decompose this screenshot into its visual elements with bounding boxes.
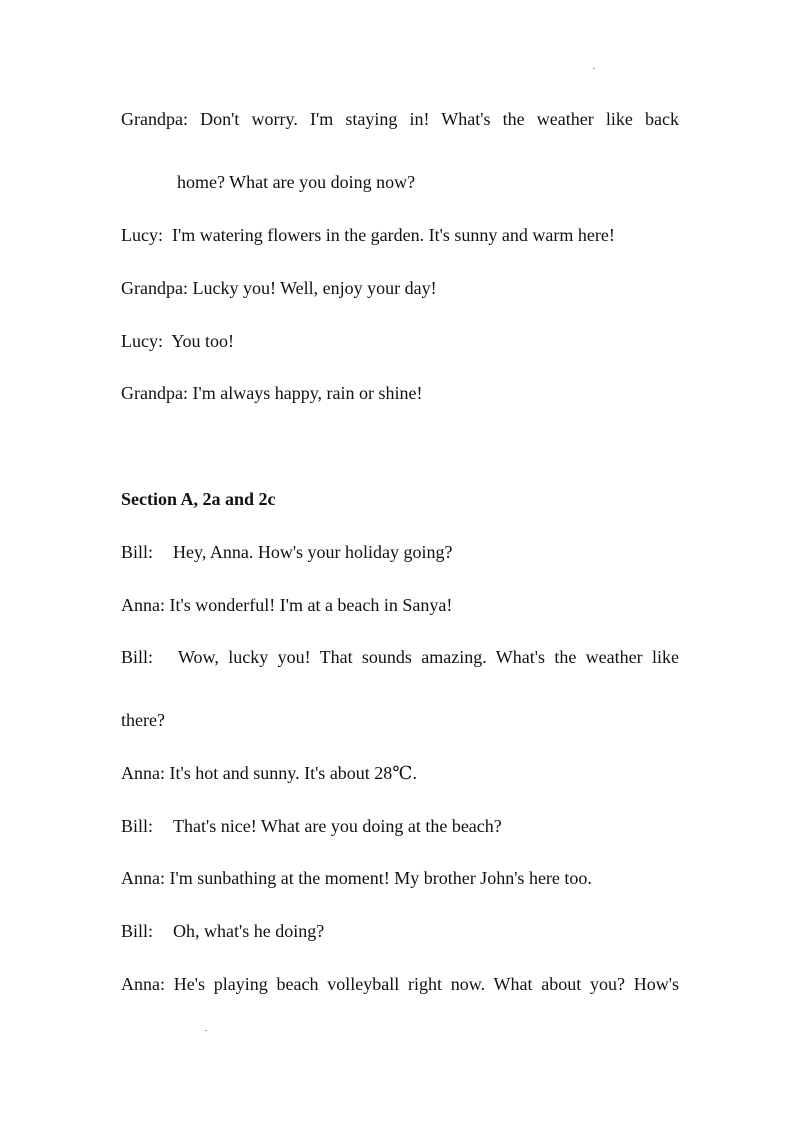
line-text: I'm always happy, rain or shine!: [192, 383, 423, 403]
line-text: Don't worry. I'm staying in! What's the weather like back: [200, 109, 679, 129]
speaker-label: Grandpa:: [121, 383, 188, 403]
speaker-label: Anna:: [121, 868, 165, 888]
scan-speck: [593, 68, 595, 69]
speaker-label: Bill:: [121, 921, 154, 941]
dialogue-line-continuation: [177, 171, 415, 193]
line-text: Hey, Anna. How's your holiday going?: [173, 542, 453, 562]
dialogue-line: [121, 594, 679, 616]
speaker-label: Bill:: [121, 542, 154, 562]
dialogue-line: [121, 815, 679, 837]
line-text: It's wonderful! I'm at a beach in Sanya!: [169, 595, 453, 615]
dialogue-line: [121, 224, 679, 246]
dialogue-line: [121, 646, 679, 668]
line-text: Oh, what's he doing?: [173, 921, 325, 941]
line-text: I'm sunbathing at the moment! My brother John's here too.: [169, 868, 592, 888]
dialogue-line: [121, 382, 679, 404]
line-text: He's playing beach volleyball right now. What about you? How's: [173, 974, 679, 994]
speaker-label: Bill:: [121, 647, 154, 667]
speaker-label: Grandpa:: [121, 278, 188, 298]
line-text: there?: [121, 710, 165, 730]
dialogue-line: [121, 108, 679, 130]
line-text: Wow, lucky you! That sounds amazing. What's the weather like: [178, 647, 679, 667]
dialogue-line: [121, 973, 679, 995]
speaker-label: Lucy:: [121, 331, 163, 351]
speaker-label: Anna:: [121, 595, 165, 615]
dialogue-line: [121, 277, 679, 299]
line-text: Lucky you! Well, enjoy your day!: [192, 278, 437, 298]
line-text: That's nice! What are you doing at the beach?: [173, 816, 502, 836]
scan-speck: [205, 1030, 207, 1031]
speaker-label: Grandpa:: [121, 109, 188, 129]
dialogue-line: [121, 920, 679, 942]
dialogue-line-continuation: [121, 709, 679, 731]
speaker-label: Lucy:: [121, 225, 163, 245]
line-text: It's hot and sunny. It's about 28℃.: [169, 763, 417, 783]
speaker-label: Bill:: [121, 816, 154, 836]
dialogue-line: [121, 867, 679, 889]
line-text: home? What are you doing now?: [177, 172, 416, 192]
speaker-label: Anna:: [121, 974, 165, 994]
dialogue-line: [121, 762, 679, 784]
section-heading: Section A, 2a and 2c: [121, 489, 276, 509]
line-text: I'm watering flowers in the garden. It's sunny and warm here!: [172, 225, 615, 245]
dialogue-line: [121, 541, 679, 563]
speaker-label: Anna:: [121, 763, 165, 783]
dialogue-line: [121, 330, 679, 352]
line-text: You too!: [171, 331, 235, 351]
